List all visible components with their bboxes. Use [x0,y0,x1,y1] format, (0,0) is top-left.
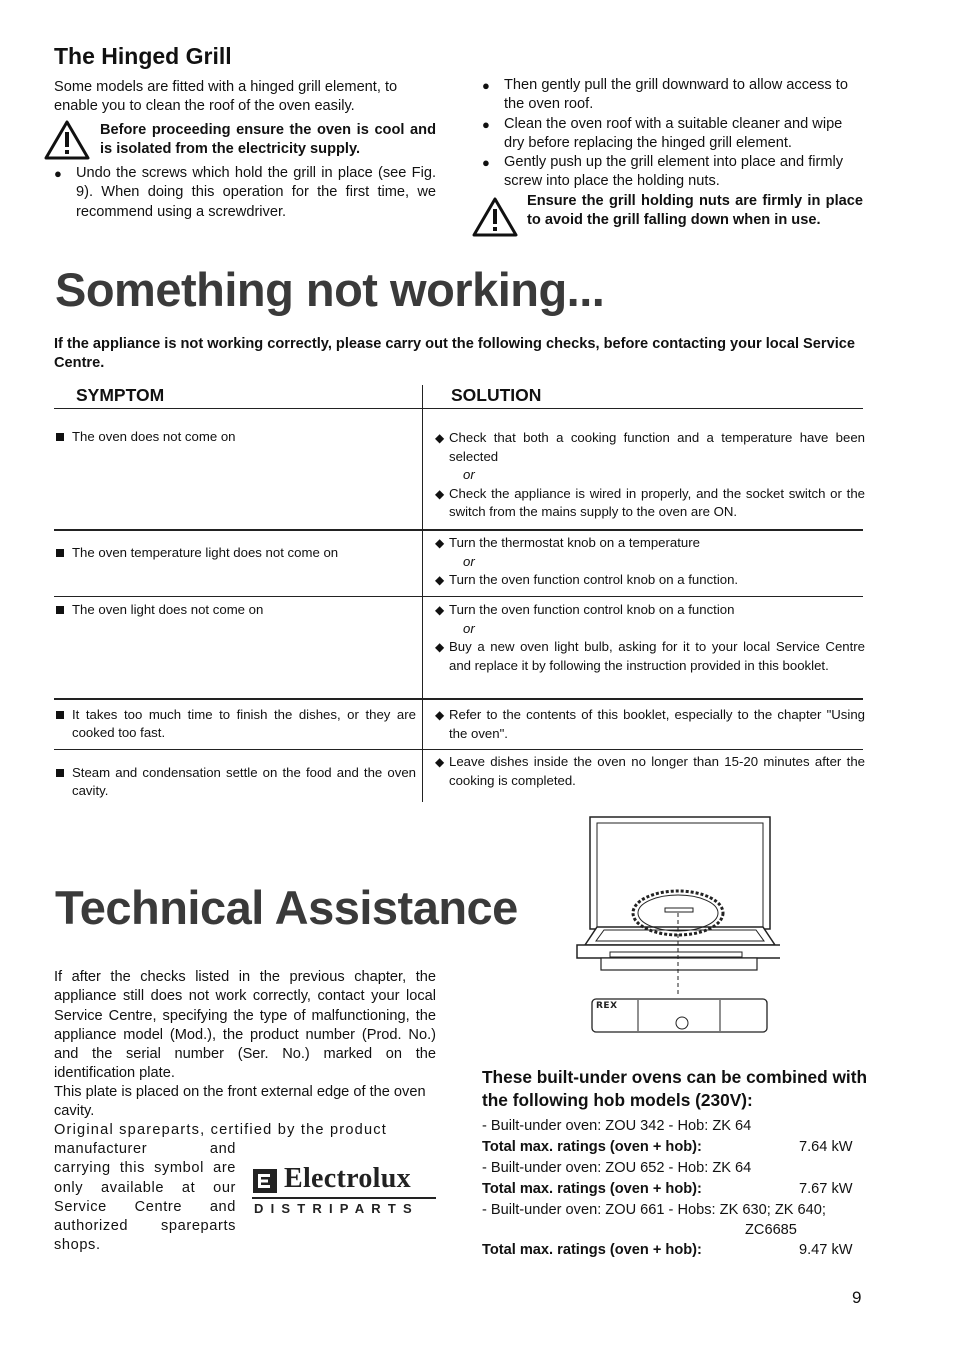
or-label: or [463,620,475,636]
control-knob-icon [676,1017,688,1029]
combo-desc: - Built-under oven: ZOU 342 - Hob: ZK 64 [482,1118,752,1134]
electrolux-mark-icon [252,1168,278,1194]
divider [54,408,863,409]
hob-combo-list [482,1116,868,1261]
table-row-symptom: It takes too much time to finish the dishes, or they are cooked too fast. [56,706,416,742]
tech-para-2: This plate is placed on the front external edge of the oven cavity. [54,1084,426,1120]
table-divider [422,385,423,802]
table-row-symptom: The oven light does not come on [56,601,416,619]
page-number: 9 [852,1288,862,1307]
combo-rating: Total max. ratings (oven + hob): 7.64 kW [482,1139,853,1155]
divider [54,529,863,531]
tech-para-3-line: Original spareparts, certified by the product [54,1122,388,1138]
hob-heading: These built-under ovens can be combined with the following hob models (230V): [482,1067,868,1110]
divider [54,749,863,750]
grill-intro: Some models are fitted with a hinged grill element, to enable you to clean the roof of the oven easily. [54,79,398,115]
table-row-symptom: The oven temperature light does not come on [56,544,416,562]
identification-plate [665,908,693,912]
troubleshoot-title: Something not working... [55,263,605,316]
list-item: ● Undo the screws which hold the grill in place (see Fig. 9). When doing this operation for the first time, we recommend using a screwdriver. [54,165,436,220]
plate-brand-label: REX [596,1001,618,1011]
logo-name: Electrolux [284,1163,411,1194]
tech-para-3-rest: manufacturer and carrying this symbol are only available at our Service Centre and authorized spareparts shops. [54,1141,236,1254]
divider [54,596,863,597]
tech-para-1: If after the checks listed in the previous chapter, the appliance still does not work correctly, contact your local Service Centre, specifying the type of malfunctioning, the appliance model (Mod.), the product number (Prod. No.) and the serial number (Ser. No.) marked on the identification plate. [54,969,436,1082]
table-row-solution: ◆ Refer to the contents of this booklet, especially to the chapter "Using the oven". [435,707,865,741]
combo-desc: - Built-under oven: ZOU 652 - Hob: ZK 64 [482,1160,752,1176]
warning-text-nuts: Ensure the grill holding nuts are firmly in place to avoid the grill falling down when in use. [527,193,863,229]
or-label: or [463,553,475,569]
combo-rating: Total max. ratings (oven + hob): 9.47 kW [482,1242,853,1258]
tech-title: Technical Assistance [55,881,518,934]
solution-header: SOLUTION [451,385,542,405]
troubleshoot-intro: If the appliance is not working correctly, please carry out the following checks, before contacting your local Service Centre. [54,336,855,372]
grill-title: The Hinged Grill [54,43,232,69]
warning-triangle-icon [44,120,90,160]
table-row-solution: ◆ Turn the oven function control knob on a function or ◆ Buy a new oven light bulb, asking for it to your local Service Centre and replace it by following the instruction provided in this booklet. [435,602,865,673]
divider [54,698,863,700]
list-item: ● Then gently pull the grill downward to allow access to the oven roof. [482,77,848,113]
combo-desc: - Built-under oven: ZOU 661 - Hobs: ZK 630; ZK 640; [482,1202,826,1218]
table-row-symptom: Steam and condensation settle on the food and the oven cavity. [56,764,416,800]
table-row-symptom: The oven does not come on [56,428,416,446]
list-item: ● Gently push up the grill element into place and firmly screw into place the holding nuts. [482,154,844,190]
warning-text-isolate: Before proceeding ensure the oven is cool and is isolated from the electricity supply. [100,122,436,158]
logo-rule [252,1197,436,1199]
grill-steps-right [482,76,863,192]
logo-sub: DISTRIPARTS [254,1201,419,1216]
or-label: or [463,467,475,482]
warning-triangle-icon [472,197,518,237]
combo-desc-cont: ZC6685 [745,1222,797,1238]
electrolux-distriparts-logo [252,1163,436,1218]
oven-slot [610,952,742,957]
table-row-solution: ◆ Turn the thermostat knob on a temperature or ◆ Turn the oven function control knob on a function. [435,534,865,590]
table-row-solution: ◆ Check that both a cooking function and a temperature have been selected or ◆ Check the appliance is wired in properly, and the socket switch or the switch from the mains supply to the oven are ON. [435,430,865,519]
symptom-header: SYMPTOM [76,385,165,405]
grill-steps-left [54,164,436,222]
table-row-solution: ◆ Leave dishes inside the oven no longer than 15-20 minutes after the cooking is completed. [435,754,865,788]
oven-drawer [601,958,757,970]
combo-rating: Total max. ratings (oven + hob): 7.67 kW [482,1181,853,1197]
list-item: ● Clean the oven roof with a suitable cleaner and wipe dry before replacing the hinged grill element. [482,115,843,151]
